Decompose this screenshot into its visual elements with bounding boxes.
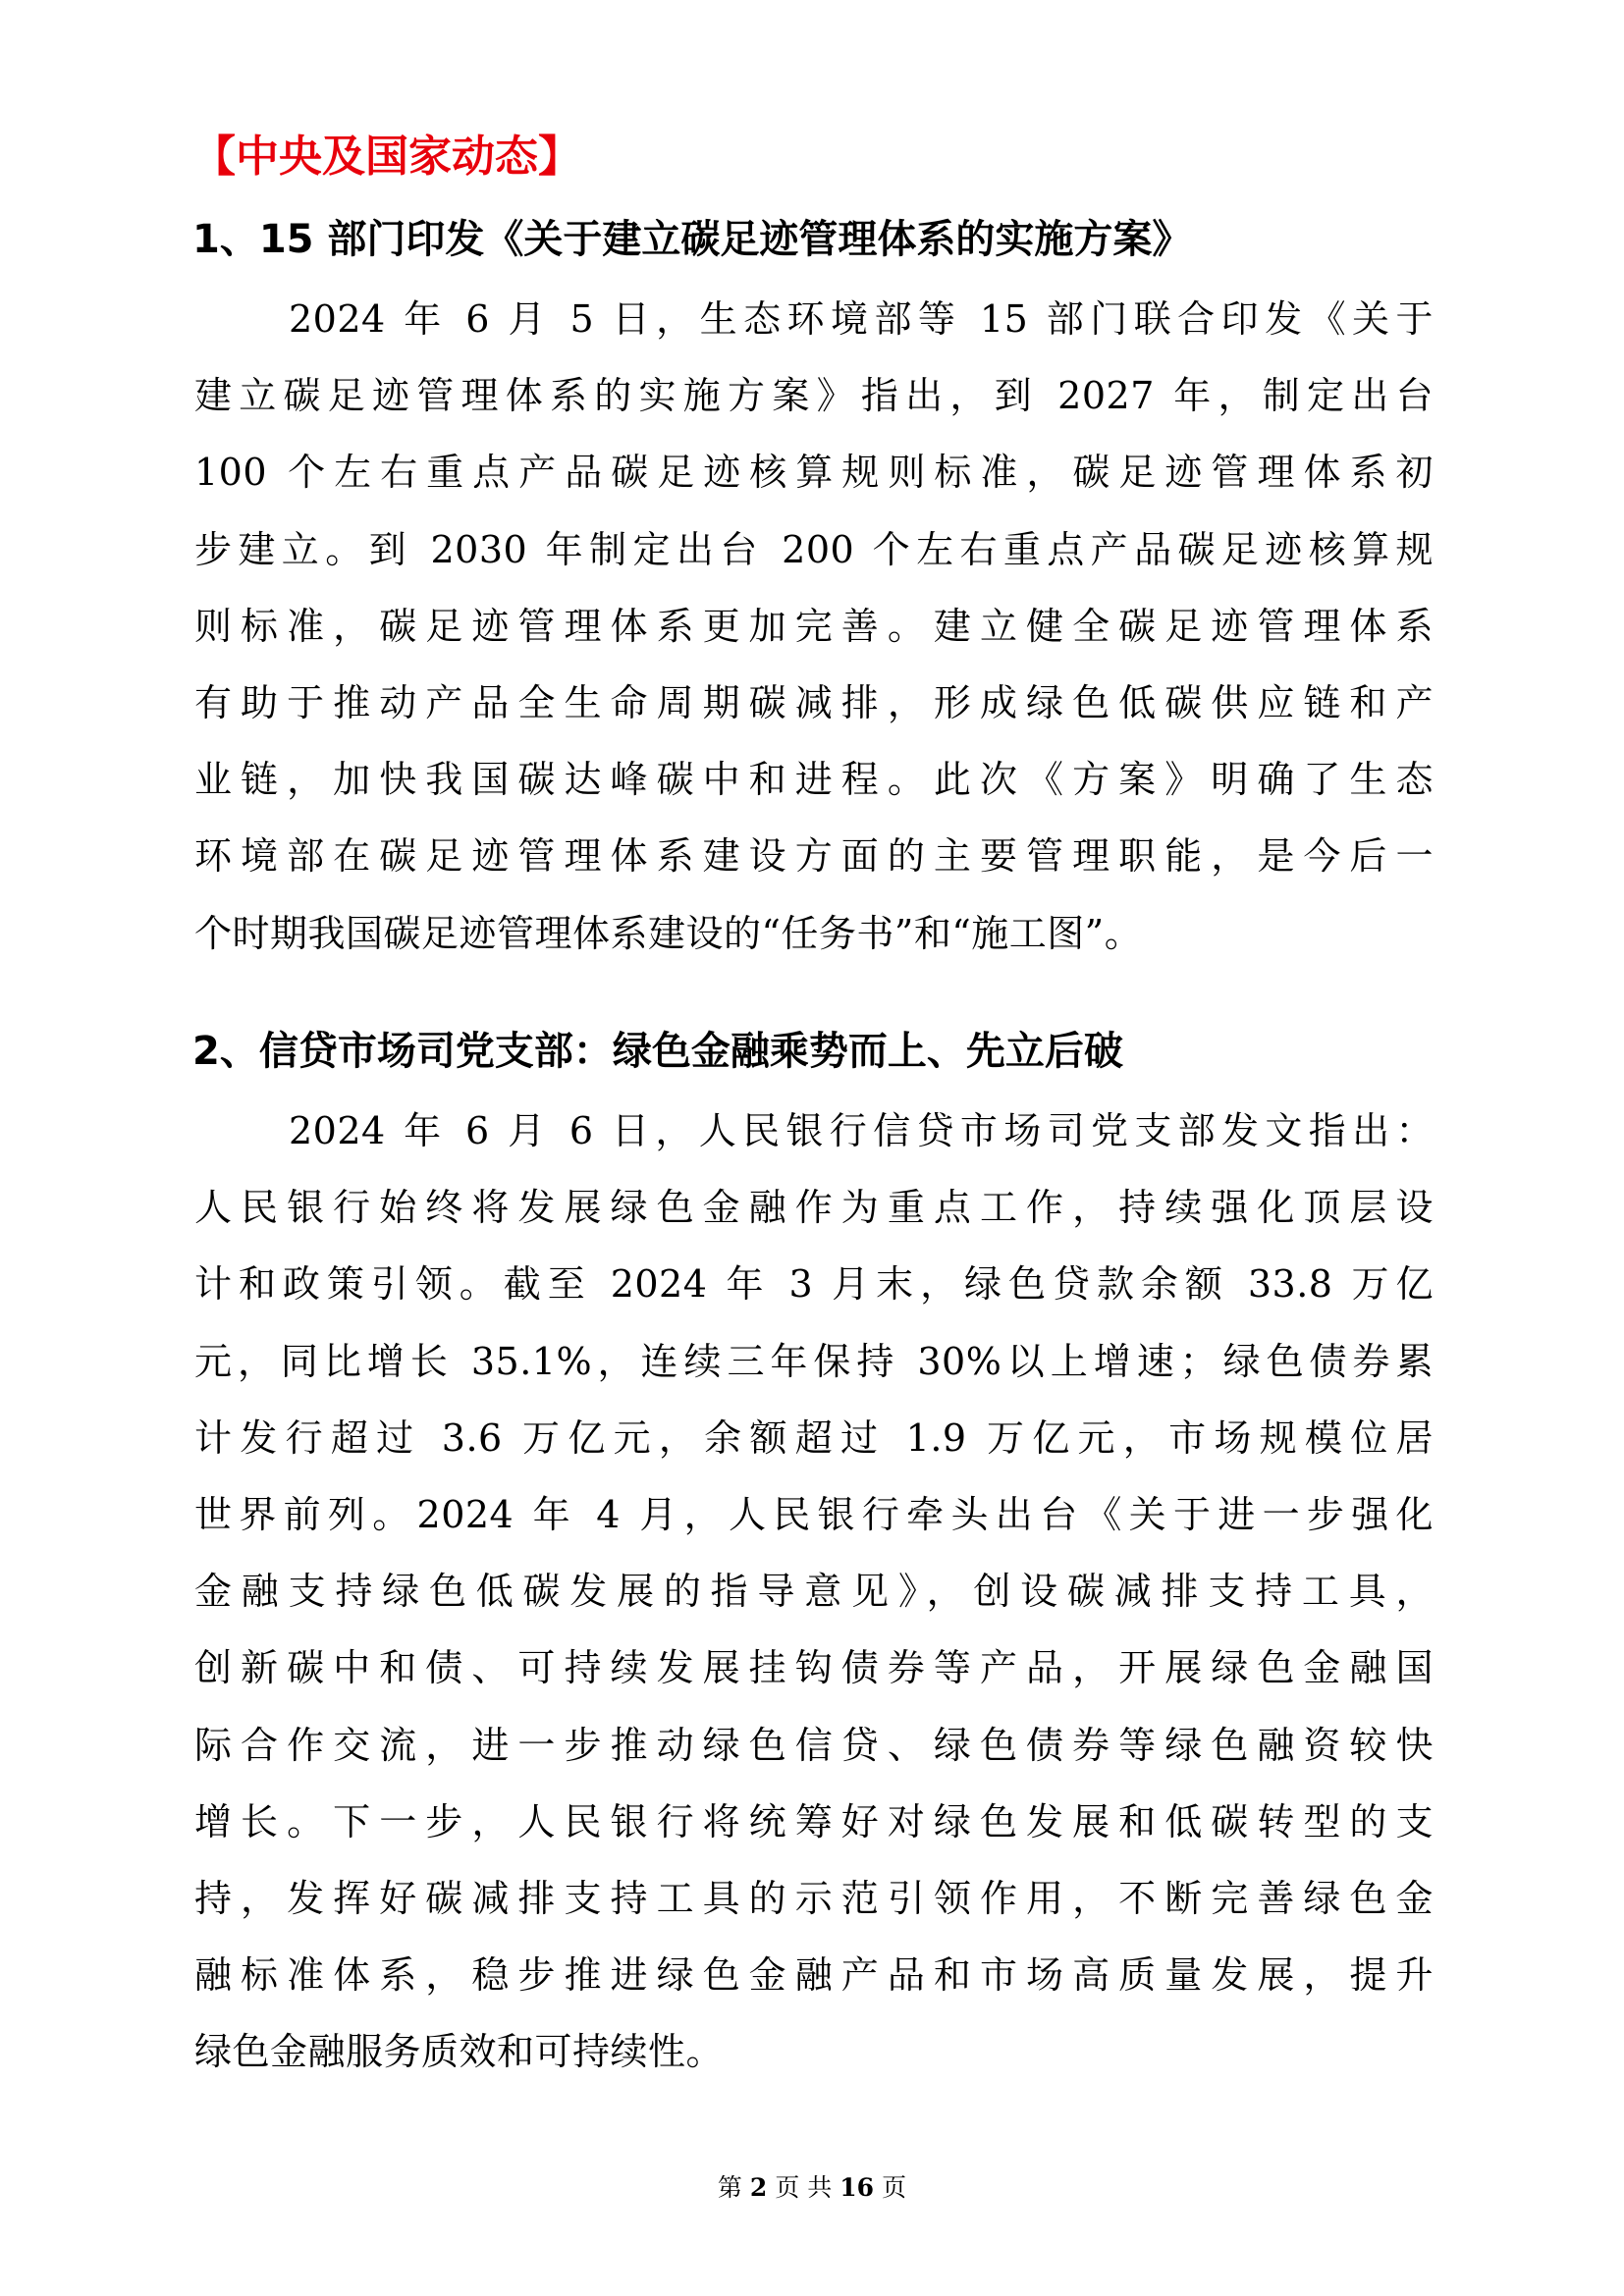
paragraph-line: 环境部在碳足迹管理体系建设方面的主要管理职能，是今后一 <box>194 834 1434 879</box>
paragraph-line: 增长。下一步，人民银行将统筹好对绿色发展和低碳转型的支 <box>194 1799 1434 1843</box>
footer-middle: 页 共 <box>775 2173 833 2202</box>
footer-prefix: 第 <box>717 2173 742 2202</box>
paragraph-line: 持，发挥好碳减排支持工具的示范引领作用，不断完善绿色金 <box>194 1876 1434 1920</box>
article-body-2 <box>194 1093 1434 2090</box>
page-footer <box>0 2171 1624 2205</box>
paragraph-line: 世界前列。2024 年 4 月，人民银行牵头出台《关于进一步强化 <box>194 1492 1434 1536</box>
paragraph-line: 100 个左右重点产品碳足迹核算规则标准，碳足迹管理体系初 <box>194 451 1434 495</box>
article-body-1 <box>194 281 1434 972</box>
paragraph-line: 个时期我国碳足迹管理体系建设的“任务书”和“施工图”。 <box>194 911 1143 955</box>
paragraph-line: 有助于推动产品全生命周期碳减排，形成绿色低碳供应链和产 <box>194 680 1434 724</box>
paragraph-line: 2024 年 6 月 5 日，生态环境部等 15 部门联合印发《关于 <box>289 297 1434 341</box>
article-title-2: 2、信贷市场司党支部：绿色金融乘势而上、先立后破 <box>192 1029 1123 1074</box>
paragraph-line: 创新碳中和债、可持续发展挂钩债券等产品，开展绿色金融国 <box>194 1646 1434 1690</box>
paragraph-line: 绿色金融服务质效和可持续性。 <box>194 2030 725 2074</box>
paragraph-line: 业链，加快我国碳达峰碳中和进程。此次《方案》明确了生态 <box>194 758 1434 802</box>
paragraph-line: 则标准，碳足迹管理体系更加完善。建立健全碳足迹管理体系 <box>194 604 1434 648</box>
current-page-number: 2 <box>749 2173 768 2202</box>
paragraph-line: 计发行超过 3.6 万亿元，余额超过 1.9 万亿元，市场规模位居 <box>194 1415 1434 1460</box>
paragraph-line: 步建立。到 2030 年制定出台 200 个左右重点产品碳足迹核算规 <box>194 527 1434 571</box>
paragraph-line: 建立碳足迹管理体系的实施方案》指出，到 2027 年，制定出台 <box>194 374 1434 418</box>
total-page-number: 16 <box>839 2173 875 2202</box>
paragraph-line: 融标准体系，稳步推进绿色金融产品和市场高质量发展，提升 <box>194 1953 1434 1998</box>
paragraph-line: 2024 年 6 月 6 日，人民银行信贷市场司党支部发文指出： <box>289 1109 1434 1152</box>
paragraph-line: 元，同比增长 35.1%，连续三年保持 30%以上增速；绿色债券累 <box>194 1339 1434 1383</box>
paragraph-line: 计和政策引领。截至 2024 年 3 月末，绿色贷款余额 33.8 万亿 <box>194 1262 1434 1307</box>
paragraph-line: 金融支持绿色低碳发展的指导意见》，创设碳减排支持工具， <box>194 1570 1434 1614</box>
footer-suffix: 页 <box>882 2173 907 2202</box>
article-title-1: 1、15 部门印发《关于建立碳足迹管理体系的实施方案》 <box>192 217 1192 262</box>
section-header: 【中央及国家动态】 <box>192 132 581 182</box>
paragraph-line: 人民银行始终将发展绿色金融作为重点工作，持续强化顶层设 <box>194 1186 1434 1230</box>
paragraph-line: 际合作交流，进一步推动绿色信贷、绿色债券等绿色融资较快 <box>194 1723 1434 1767</box>
